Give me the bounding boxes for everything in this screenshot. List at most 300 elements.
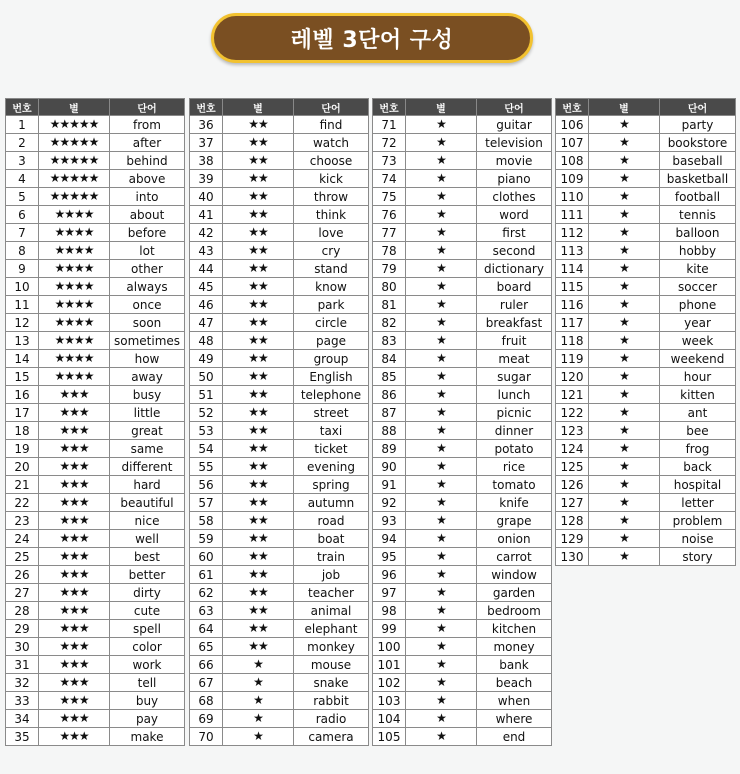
star-rating: ★ bbox=[406, 134, 477, 152]
word-number: 26 bbox=[6, 566, 39, 584]
table-row bbox=[6, 584, 185, 602]
table-row bbox=[373, 512, 552, 530]
star-rating: ★★ bbox=[223, 566, 294, 584]
word-number: 45 bbox=[190, 278, 223, 296]
star-rating: ★ bbox=[406, 422, 477, 440]
star-rating: ★★ bbox=[223, 602, 294, 620]
word-number: 36 bbox=[190, 116, 223, 134]
star-rating: ★ bbox=[589, 314, 660, 332]
word-number: 122 bbox=[556, 404, 589, 422]
word-number: 87 bbox=[373, 404, 406, 422]
star-rating: ★ bbox=[589, 116, 660, 134]
star-rating: ★ bbox=[223, 656, 294, 674]
word-number: 98 bbox=[373, 602, 406, 620]
table-row bbox=[373, 620, 552, 638]
word-table-2 bbox=[189, 98, 369, 746]
word-text: balloon bbox=[660, 224, 736, 242]
table-row bbox=[190, 404, 369, 422]
word-number: 123 bbox=[556, 422, 589, 440]
table-row bbox=[373, 278, 552, 296]
word-text: train bbox=[294, 548, 369, 566]
star-rating: ★ bbox=[406, 656, 477, 674]
word-table-3 bbox=[372, 98, 552, 746]
table-row bbox=[373, 548, 552, 566]
header-word: 단어 bbox=[477, 99, 552, 116]
table-row bbox=[373, 494, 552, 512]
word-number: 54 bbox=[190, 440, 223, 458]
table-row bbox=[556, 512, 736, 530]
table-row bbox=[373, 584, 552, 602]
table-row bbox=[373, 206, 552, 224]
word-number: 43 bbox=[190, 242, 223, 260]
word-text: kitten bbox=[660, 386, 736, 404]
word-number: 129 bbox=[556, 530, 589, 548]
star-rating: ★ bbox=[589, 332, 660, 350]
word-number: 67 bbox=[190, 674, 223, 692]
table-row bbox=[190, 710, 369, 728]
word-text: little bbox=[110, 404, 185, 422]
star-rating: ★ bbox=[589, 476, 660, 494]
table-row bbox=[6, 512, 185, 530]
star-rating: ★★★ bbox=[39, 548, 110, 566]
star-rating: ★★ bbox=[223, 386, 294, 404]
table-row bbox=[6, 566, 185, 584]
word-number: 100 bbox=[373, 638, 406, 656]
word-text: story bbox=[660, 548, 736, 566]
word-text: baseball bbox=[660, 152, 736, 170]
word-number: 124 bbox=[556, 440, 589, 458]
table-row bbox=[373, 692, 552, 710]
table-row bbox=[190, 638, 369, 656]
table-row bbox=[190, 386, 369, 404]
word-text: telephone bbox=[294, 386, 369, 404]
table-row bbox=[373, 134, 552, 152]
star-rating: ★ bbox=[406, 242, 477, 260]
table-row bbox=[556, 242, 736, 260]
star-rating: ★★★ bbox=[39, 422, 110, 440]
word-number: 46 bbox=[190, 296, 223, 314]
star-rating: ★★ bbox=[223, 242, 294, 260]
table-row bbox=[373, 116, 552, 134]
word-text: first bbox=[477, 224, 552, 242]
table-header-row bbox=[373, 99, 552, 116]
word-text: bank bbox=[477, 656, 552, 674]
table-row bbox=[6, 602, 185, 620]
table-row bbox=[190, 242, 369, 260]
word-text: page bbox=[294, 332, 369, 350]
table-row bbox=[556, 458, 736, 476]
word-number: 5 bbox=[6, 188, 39, 206]
word-number: 29 bbox=[6, 620, 39, 638]
star-rating: ★ bbox=[406, 332, 477, 350]
star-rating: ★ bbox=[406, 386, 477, 404]
word-text: ticket bbox=[294, 440, 369, 458]
star-rating: ★ bbox=[406, 260, 477, 278]
table-row bbox=[6, 386, 185, 404]
word-number: 89 bbox=[373, 440, 406, 458]
word-number: 31 bbox=[6, 656, 39, 674]
word-number: 75 bbox=[373, 188, 406, 206]
table-row bbox=[556, 224, 736, 242]
table-row bbox=[190, 440, 369, 458]
star-rating: ★ bbox=[406, 512, 477, 530]
star-rating: ★★ bbox=[223, 152, 294, 170]
word-number: 60 bbox=[190, 548, 223, 566]
word-number: 63 bbox=[190, 602, 223, 620]
table-row bbox=[373, 458, 552, 476]
word-text: soon bbox=[110, 314, 185, 332]
table-row bbox=[556, 188, 736, 206]
table-row bbox=[373, 170, 552, 188]
table-row bbox=[6, 494, 185, 512]
star-rating: ★ bbox=[406, 206, 477, 224]
word-text: better bbox=[110, 566, 185, 584]
star-rating: ★★ bbox=[223, 458, 294, 476]
word-text: back bbox=[660, 458, 736, 476]
word-text: think bbox=[294, 206, 369, 224]
table-row bbox=[6, 476, 185, 494]
table-row bbox=[373, 602, 552, 620]
table-header-row bbox=[556, 99, 736, 116]
word-number: 47 bbox=[190, 314, 223, 332]
word-number: 39 bbox=[190, 170, 223, 188]
table-row bbox=[190, 224, 369, 242]
table-row bbox=[190, 548, 369, 566]
word-text: love bbox=[294, 224, 369, 242]
star-rating: ★★ bbox=[223, 278, 294, 296]
word-text: lunch bbox=[477, 386, 552, 404]
word-number: 24 bbox=[6, 530, 39, 548]
word-number: 74 bbox=[373, 170, 406, 188]
word-text: radio bbox=[294, 710, 369, 728]
star-rating: ★★ bbox=[223, 314, 294, 332]
table-row bbox=[190, 206, 369, 224]
word-number: 120 bbox=[556, 368, 589, 386]
star-rating: ★ bbox=[406, 548, 477, 566]
word-text: guitar bbox=[477, 116, 552, 134]
word-table-4 bbox=[555, 98, 736, 566]
word-text: cry bbox=[294, 242, 369, 260]
word-number: 71 bbox=[373, 116, 406, 134]
star-rating: ★ bbox=[223, 674, 294, 692]
word-number: 95 bbox=[373, 548, 406, 566]
word-text: tomato bbox=[477, 476, 552, 494]
word-text: watch bbox=[294, 134, 369, 152]
word-text: basketball bbox=[660, 170, 736, 188]
word-text: how bbox=[110, 350, 185, 368]
star-rating: ★★★★ bbox=[39, 224, 110, 242]
table-row bbox=[556, 260, 736, 278]
word-text: from bbox=[110, 116, 185, 134]
word-text: same bbox=[110, 440, 185, 458]
table-row bbox=[556, 494, 736, 512]
table-row bbox=[190, 116, 369, 134]
word-number: 119 bbox=[556, 350, 589, 368]
star-rating: ★ bbox=[406, 638, 477, 656]
word-number: 34 bbox=[6, 710, 39, 728]
word-number: 14 bbox=[6, 350, 39, 368]
word-number: 86 bbox=[373, 386, 406, 404]
word-number: 35 bbox=[6, 728, 39, 746]
table-row bbox=[556, 332, 736, 350]
word-number: 10 bbox=[6, 278, 39, 296]
word-text: away bbox=[110, 368, 185, 386]
word-number: 56 bbox=[190, 476, 223, 494]
word-text: pay bbox=[110, 710, 185, 728]
star-rating: ★★★ bbox=[39, 602, 110, 620]
table-row bbox=[6, 458, 185, 476]
word-number: 127 bbox=[556, 494, 589, 512]
word-text: problem bbox=[660, 512, 736, 530]
star-rating: ★ bbox=[223, 710, 294, 728]
word-text: beach bbox=[477, 674, 552, 692]
word-text: year bbox=[660, 314, 736, 332]
star-rating: ★★★ bbox=[39, 638, 110, 656]
page-title: 레벨 3단어 구성 bbox=[290, 27, 454, 53]
word-number: 2 bbox=[6, 134, 39, 152]
header-word: 단어 bbox=[294, 99, 369, 116]
table-row bbox=[190, 476, 369, 494]
word-number: 110 bbox=[556, 188, 589, 206]
star-rating: ★ bbox=[589, 206, 660, 224]
word-number: 62 bbox=[190, 584, 223, 602]
word-text: street bbox=[294, 404, 369, 422]
word-text: circle bbox=[294, 314, 369, 332]
word-number: 8 bbox=[6, 242, 39, 260]
star-rating: ★ bbox=[589, 170, 660, 188]
table-row bbox=[556, 422, 736, 440]
star-rating: ★★ bbox=[223, 404, 294, 422]
table-row bbox=[556, 278, 736, 296]
star-rating: ★★★★★ bbox=[39, 152, 110, 170]
word-number: 113 bbox=[556, 242, 589, 260]
star-rating: ★★★ bbox=[39, 656, 110, 674]
word-text: knife bbox=[477, 494, 552, 512]
star-rating: ★★★★★ bbox=[39, 116, 110, 134]
word-number: 109 bbox=[556, 170, 589, 188]
star-rating: ★★ bbox=[223, 134, 294, 152]
word-number: 97 bbox=[373, 584, 406, 602]
word-number: 90 bbox=[373, 458, 406, 476]
star-rating: ★★ bbox=[223, 296, 294, 314]
table-row bbox=[6, 332, 185, 350]
table-row bbox=[556, 386, 736, 404]
table-row bbox=[556, 404, 736, 422]
word-text: sometimes bbox=[110, 332, 185, 350]
star-rating: ★ bbox=[589, 422, 660, 440]
word-number: 32 bbox=[6, 674, 39, 692]
table-row bbox=[190, 314, 369, 332]
word-text: monkey bbox=[294, 638, 369, 656]
word-number: 114 bbox=[556, 260, 589, 278]
word-number: 91 bbox=[373, 476, 406, 494]
star-rating: ★★ bbox=[223, 620, 294, 638]
star-rating: ★ bbox=[406, 440, 477, 458]
word-text: hard bbox=[110, 476, 185, 494]
header-number: 번호 bbox=[556, 99, 589, 116]
star-rating: ★★ bbox=[223, 350, 294, 368]
word-number: 64 bbox=[190, 620, 223, 638]
word-text: ant bbox=[660, 404, 736, 422]
table-row bbox=[6, 206, 185, 224]
star-rating: ★★★ bbox=[39, 530, 110, 548]
word-text: football bbox=[660, 188, 736, 206]
star-rating: ★★★ bbox=[39, 440, 110, 458]
star-rating: ★★★ bbox=[39, 566, 110, 584]
table-row bbox=[373, 440, 552, 458]
table-row bbox=[190, 296, 369, 314]
word-text: group bbox=[294, 350, 369, 368]
star-rating: ★★ bbox=[223, 368, 294, 386]
word-text: hospital bbox=[660, 476, 736, 494]
star-rating: ★ bbox=[406, 566, 477, 584]
star-rating: ★★★★ bbox=[39, 260, 110, 278]
star-rating: ★★★★ bbox=[39, 206, 110, 224]
word-number: 44 bbox=[190, 260, 223, 278]
table-row bbox=[190, 458, 369, 476]
star-rating: ★ bbox=[406, 368, 477, 386]
table-row bbox=[556, 314, 736, 332]
word-text: choose bbox=[294, 152, 369, 170]
star-rating: ★★ bbox=[223, 530, 294, 548]
star-rating: ★ bbox=[406, 278, 477, 296]
table-row bbox=[556, 296, 736, 314]
word-text: before bbox=[110, 224, 185, 242]
table-row bbox=[190, 620, 369, 638]
word-text: evening bbox=[294, 458, 369, 476]
word-number: 72 bbox=[373, 134, 406, 152]
word-number: 84 bbox=[373, 350, 406, 368]
table-row bbox=[373, 314, 552, 332]
table-row bbox=[6, 656, 185, 674]
word-text: fruit bbox=[477, 332, 552, 350]
header-number: 번호 bbox=[373, 99, 406, 116]
word-text: busy bbox=[110, 386, 185, 404]
word-text: sugar bbox=[477, 368, 552, 386]
table-row bbox=[6, 368, 185, 386]
word-text: taxi bbox=[294, 422, 369, 440]
word-text: carrot bbox=[477, 548, 552, 566]
star-rating: ★★ bbox=[223, 206, 294, 224]
table-row bbox=[556, 368, 736, 386]
word-text: spell bbox=[110, 620, 185, 638]
word-number: 41 bbox=[190, 206, 223, 224]
table-row bbox=[6, 404, 185, 422]
word-text: road bbox=[294, 512, 369, 530]
star-rating: ★ bbox=[223, 692, 294, 710]
word-text: clothes bbox=[477, 188, 552, 206]
word-text: board bbox=[477, 278, 552, 296]
word-text: soccer bbox=[660, 278, 736, 296]
word-number: 117 bbox=[556, 314, 589, 332]
word-text: grape bbox=[477, 512, 552, 530]
word-number: 99 bbox=[373, 620, 406, 638]
table-row bbox=[373, 674, 552, 692]
word-text: animal bbox=[294, 602, 369, 620]
table-row bbox=[190, 566, 369, 584]
word-number: 21 bbox=[6, 476, 39, 494]
word-text: picnic bbox=[477, 404, 552, 422]
word-number: 1 bbox=[6, 116, 39, 134]
star-rating: ★★ bbox=[223, 116, 294, 134]
star-rating: ★ bbox=[589, 494, 660, 512]
star-rating: ★★ bbox=[223, 188, 294, 206]
table-header-row bbox=[190, 99, 369, 116]
star-rating: ★★ bbox=[223, 440, 294, 458]
word-number: 105 bbox=[373, 728, 406, 746]
star-rating: ★ bbox=[589, 224, 660, 242]
star-rating: ★★★★ bbox=[39, 332, 110, 350]
word-text: mouse bbox=[294, 656, 369, 674]
word-text: frog bbox=[660, 440, 736, 458]
word-text: work bbox=[110, 656, 185, 674]
table-row bbox=[6, 440, 185, 458]
word-text: make bbox=[110, 728, 185, 746]
word-number: 92 bbox=[373, 494, 406, 512]
word-number: 78 bbox=[373, 242, 406, 260]
table-row bbox=[190, 728, 369, 746]
header-number: 번호 bbox=[190, 99, 223, 116]
star-rating: ★ bbox=[406, 152, 477, 170]
star-rating: ★★ bbox=[223, 332, 294, 350]
word-number: 52 bbox=[190, 404, 223, 422]
word-text: breakfast bbox=[477, 314, 552, 332]
star-rating: ★★★★★ bbox=[39, 170, 110, 188]
word-number: 77 bbox=[373, 224, 406, 242]
word-text: bee bbox=[660, 422, 736, 440]
word-text: autumn bbox=[294, 494, 369, 512]
table-row bbox=[556, 206, 736, 224]
star-rating: ★★★ bbox=[39, 512, 110, 530]
word-text: ruler bbox=[477, 296, 552, 314]
table-header-row bbox=[6, 99, 185, 116]
header-number: 번호 bbox=[6, 99, 39, 116]
word-text: job bbox=[294, 566, 369, 584]
table-row bbox=[373, 368, 552, 386]
word-number: 37 bbox=[190, 134, 223, 152]
table-row bbox=[556, 440, 736, 458]
table-row bbox=[190, 332, 369, 350]
word-number: 38 bbox=[190, 152, 223, 170]
word-number: 85 bbox=[373, 368, 406, 386]
word-text: tennis bbox=[660, 206, 736, 224]
table-row bbox=[190, 350, 369, 368]
table-row bbox=[6, 314, 185, 332]
star-rating: ★ bbox=[589, 512, 660, 530]
table-row bbox=[190, 602, 369, 620]
word-text: throw bbox=[294, 188, 369, 206]
word-number: 73 bbox=[373, 152, 406, 170]
word-text: television bbox=[477, 134, 552, 152]
word-text: after bbox=[110, 134, 185, 152]
word-text: cute bbox=[110, 602, 185, 620]
word-number: 93 bbox=[373, 512, 406, 530]
word-table-1 bbox=[5, 98, 185, 746]
table-row bbox=[6, 224, 185, 242]
word-text: lot bbox=[110, 242, 185, 260]
star-rating: ★★★★★ bbox=[39, 134, 110, 152]
word-number: 101 bbox=[373, 656, 406, 674]
word-text: dictionary bbox=[477, 260, 552, 278]
table-row bbox=[373, 242, 552, 260]
star-rating: ★ bbox=[589, 530, 660, 548]
table-row bbox=[373, 422, 552, 440]
word-text: word bbox=[477, 206, 552, 224]
star-rating: ★ bbox=[406, 458, 477, 476]
word-number: 106 bbox=[556, 116, 589, 134]
word-text: piano bbox=[477, 170, 552, 188]
table-row bbox=[6, 242, 185, 260]
